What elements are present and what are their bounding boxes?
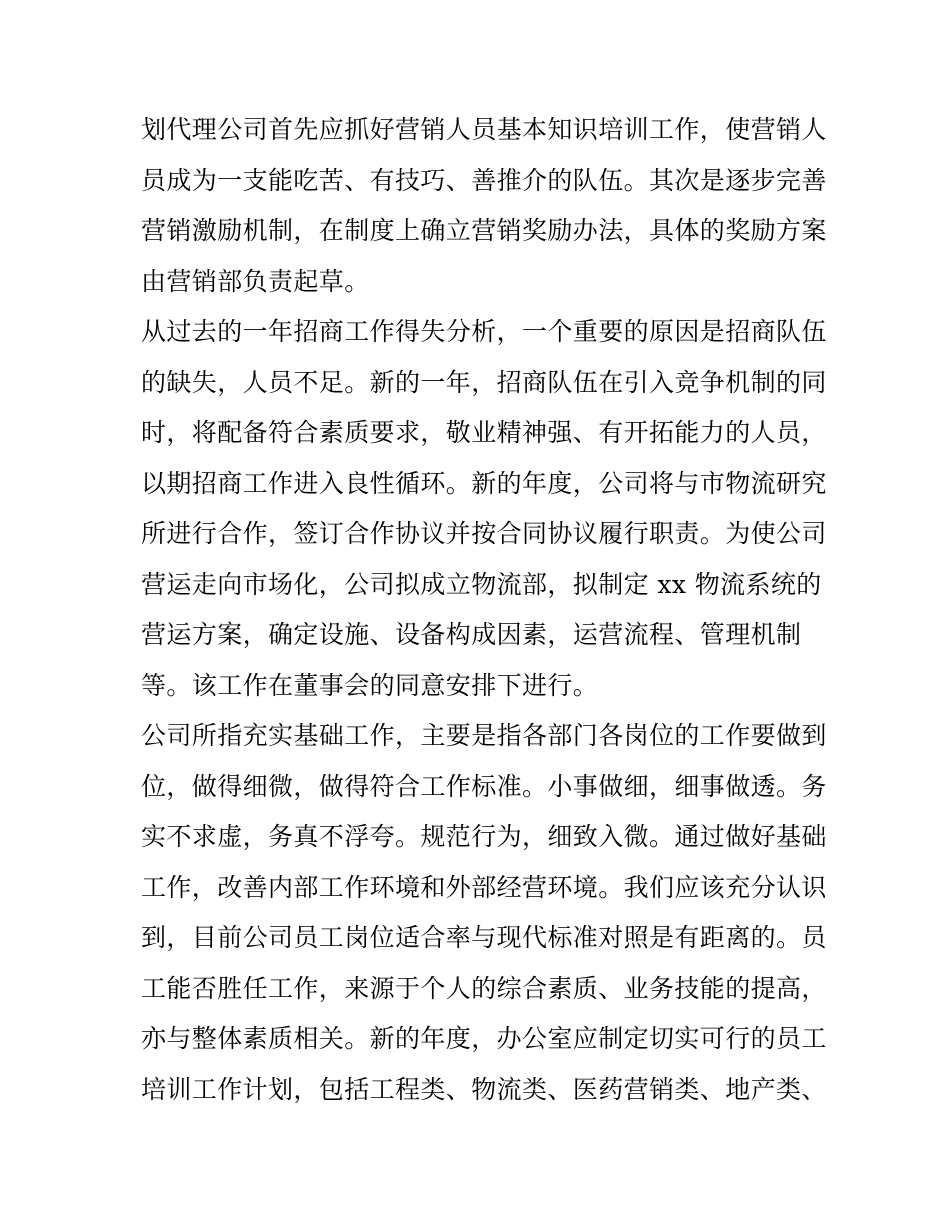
text-line: 工能否胜任工作，来源于个人的综合素质、业务技能的提高， — [141, 973, 827, 1003]
text-line: 公司所指充实基础工作，主要是指各部门各岗位的工作要做到 — [141, 721, 827, 750]
text-line: 亦与整体素质相关。新的年度，办公室应制定切实可行的员工 — [141, 1024, 827, 1053]
text-line: 到，目前公司员工岗位适合率与现代标准对照是有距离的。员 — [141, 923, 827, 952]
text-line: 员成为一支能吃苦、有技巧、善推介的队伍。其次是逐步完善 — [141, 165, 827, 195]
text-line: 营运走向市场化，公司拟成立物流部，拟制定 xx 物流系统的 — [141, 569, 822, 599]
text-line: 从过去的一年招商工作得失分析，一个重要的原因是招商队伍 — [141, 317, 827, 346]
text-line: 时，将配备符合素质要求，敬业精神强、有开拓能力的人员， — [141, 418, 827, 447]
text-line: 划代理公司首先应抓好营销人员基本知识培训工作，使营销人 — [141, 115, 827, 144]
text-line: 培训工作计划，包括工程类、物流类、医药营销类、地产类、 — [141, 1074, 827, 1104]
text-line: 所进行合作，签订合作协议并按合同协议履行职责。为使公司 — [141, 519, 827, 548]
body-text — [141, 110, 827, 1120]
text-line: 位，做得细微，做得符合工作标准。小事做细，细事做透。务 — [141, 771, 827, 801]
text-line: 等。该工作在董事会的同意安排下进行。 — [141, 670, 599, 700]
text-line: 实不求虚，务真不浮夸。规范行为，细致入微。通过做好基础 — [141, 822, 827, 851]
text-line: 营销激励机制，在制度上确立营销奖励办法，具体的奖励方案 — [141, 216, 827, 245]
text-line: 的缺失，人员不足。新的一年，招商队伍在引入竞争机制的同 — [141, 367, 827, 397]
text-line: 营运方案，确定设施、设备构成因素，运营流程、管理机制 — [141, 620, 802, 649]
text-line: 以期招商工作进入良性循环。新的年度，公司将与市物流研究 — [141, 468, 827, 498]
text-line: 工作，改善内部工作环境和外部经营环境。我们应该充分认识 — [141, 872, 827, 902]
text-line: 由营销部负责起草。 — [141, 266, 370, 296]
